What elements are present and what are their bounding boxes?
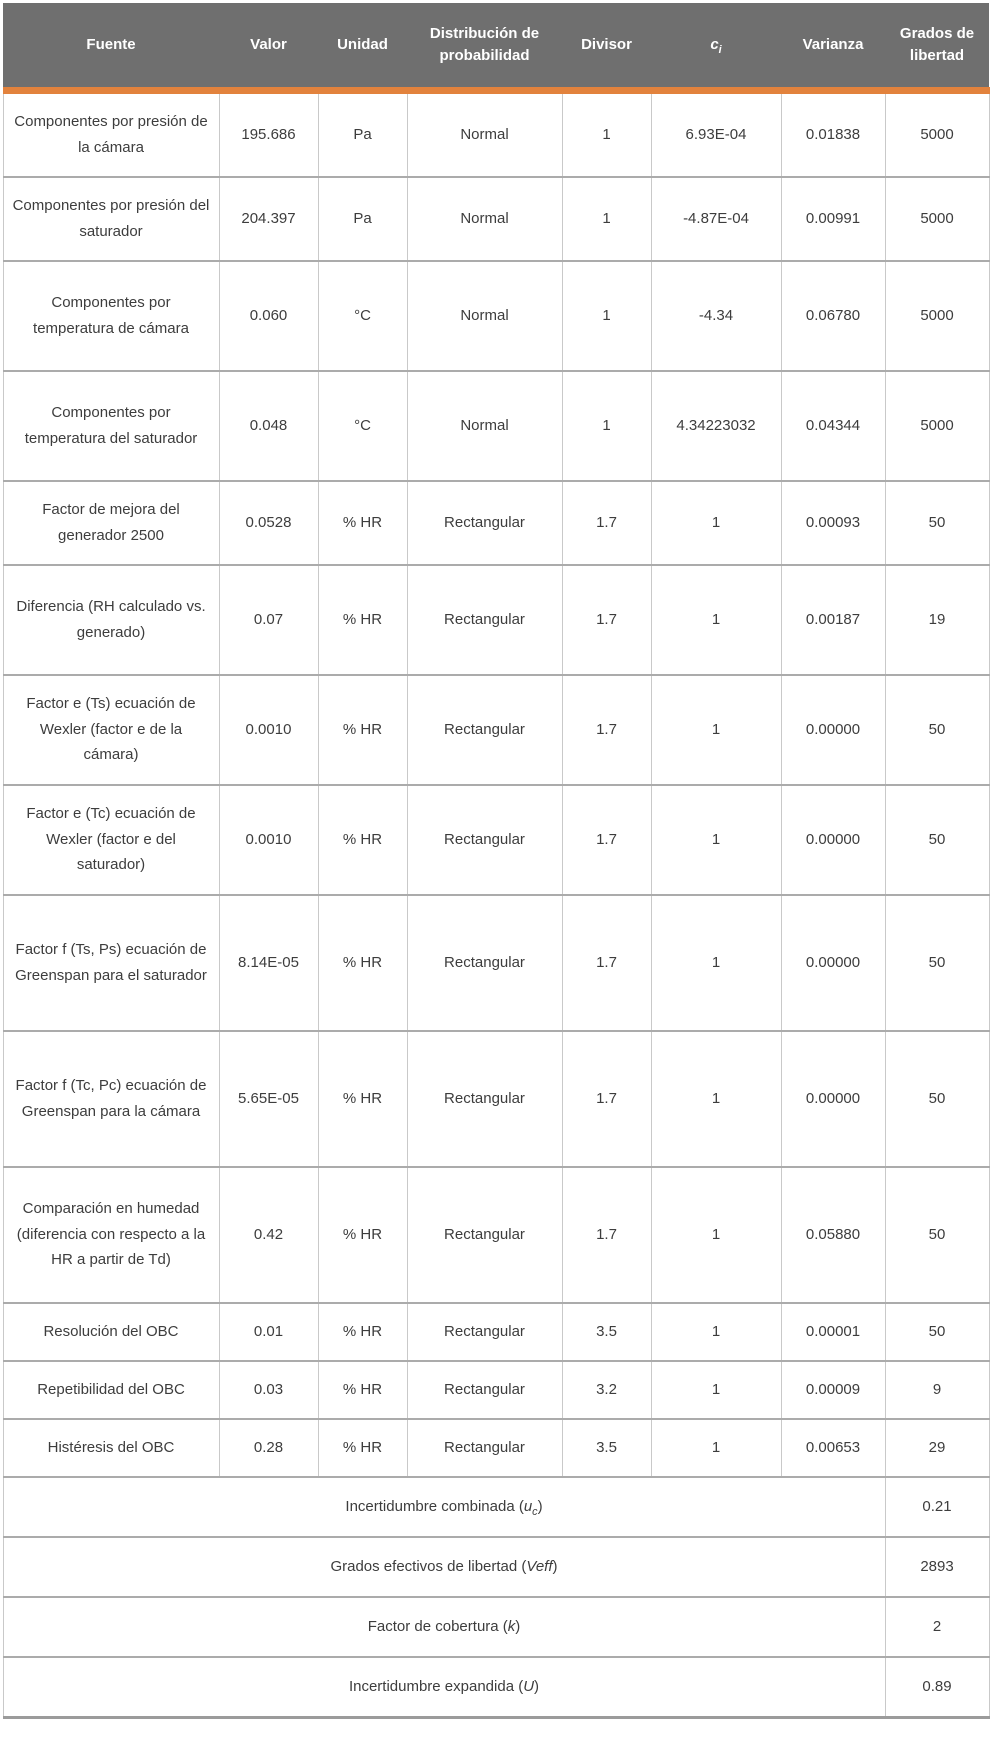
cell-distribucion: Rectangular: [407, 1167, 562, 1303]
cell-unidad: % HR: [318, 565, 407, 675]
cell-unidad: % HR: [318, 1419, 407, 1477]
cell-varianza: 0.01838: [781, 90, 885, 177]
table-row: [3, 785, 989, 895]
table-row: [3, 1031, 989, 1167]
column-header-varianza: Varianza: [781, 3, 885, 90]
cell-divisor: 1.7: [562, 895, 651, 1031]
cell-unidad: % HR: [318, 895, 407, 1031]
cell-unidad: °C: [318, 261, 407, 371]
cell-distribucion: Rectangular: [407, 481, 562, 565]
cell-valor: 5.65E-05: [219, 1031, 318, 1167]
summary-label-suffix: ): [537, 1497, 543, 1515]
summary-label-suffix: ): [515, 1617, 521, 1635]
cell-ci: 1: [651, 565, 781, 675]
cell-varianza: 0.00000: [781, 785, 885, 895]
cell-divisor: 1: [562, 371, 651, 481]
column-header-unidad: Unidad: [318, 3, 407, 90]
cell-ci: 1: [651, 785, 781, 895]
table-row: [3, 565, 989, 675]
summary-row: [3, 1597, 989, 1657]
summary-value: 0.21: [885, 1477, 989, 1537]
summary-symbol: U: [523, 1677, 535, 1695]
cell-divisor: 3.5: [562, 1419, 651, 1477]
cell-valor: 204.397: [219, 177, 318, 261]
cell-unidad: Pa: [318, 90, 407, 177]
summary-symbol: Veff: [526, 1557, 553, 1575]
cell-grados: 50: [885, 785, 989, 895]
cell-valor: 195.686: [219, 90, 318, 177]
cell-ci: 1: [651, 1419, 781, 1477]
table-row: [3, 895, 989, 1031]
cell-distribucion: Rectangular: [407, 1303, 562, 1361]
summary-symbol: $u_c$: [523, 1497, 538, 1518]
cell-ci: -4.34: [651, 261, 781, 371]
cell-distribucion: Normal: [407, 90, 562, 177]
cell-valor: 0.0528: [219, 481, 318, 565]
cell-distribucion: Rectangular: [407, 1031, 562, 1167]
column-header-valor: Valor: [219, 3, 318, 90]
cell-grados: 50: [885, 1167, 989, 1303]
cell-grados: 5000: [885, 261, 989, 371]
cell-divisor: 1: [562, 177, 651, 261]
table-row: [3, 1361, 989, 1419]
cell-varianza: 0.00009: [781, 1361, 885, 1419]
summary-label-suffix: ): [534, 1677, 540, 1695]
summary-value: 0.89: [885, 1657, 989, 1718]
cell-grados: 29: [885, 1419, 989, 1477]
summary-symbol: k: [507, 1617, 516, 1635]
cell-distribucion: Normal: [407, 261, 562, 371]
summary-label-prefix: Grados efectivos de libertad (: [330, 1557, 527, 1575]
table-header: [3, 3, 989, 90]
cell-varianza: 0.00000: [781, 895, 885, 1031]
cell-valor: 8.14E-05: [219, 895, 318, 1031]
summary-label: [3, 1537, 885, 1597]
cell-valor: 0.07: [219, 565, 318, 675]
table-row: [3, 675, 989, 785]
table-row: [3, 261, 989, 371]
cell-grados: 50: [885, 1031, 989, 1167]
table-row: [3, 1167, 989, 1303]
cell-divisor: 1: [562, 261, 651, 371]
cell-unidad: % HR: [318, 1361, 407, 1419]
table-row: [3, 1303, 989, 1361]
summary-label-prefix: Incertidumbre expandida (: [348, 1677, 524, 1695]
cell-ci: -4.87E-04: [651, 177, 781, 261]
uncertainty-budget-table: [3, 3, 990, 1719]
cell-unidad: % HR: [318, 1303, 407, 1361]
cell-varianza: 0.06780: [781, 261, 885, 371]
summary-value: 2: [885, 1597, 989, 1657]
cell-grados: 9: [885, 1361, 989, 1419]
table-summary: [3, 1477, 989, 1718]
cell-unidad: % HR: [318, 785, 407, 895]
cell-unidad: % HR: [318, 1031, 407, 1167]
cell-ci: 6.93E-04: [651, 90, 781, 177]
cell-divisor: 3.2: [562, 1361, 651, 1419]
summary-label: [3, 1657, 885, 1718]
cell-varianza: 0.00000: [781, 675, 885, 785]
summary-row: [3, 1477, 989, 1537]
cell-ci: 4.34223032: [651, 371, 781, 481]
cell-divisor: 3.5: [562, 1303, 651, 1361]
cell-fuente: Factor e (Tc) ecuación de Wexler (factor e del saturador): [3, 785, 219, 895]
cell-varianza: 0.00653: [781, 1419, 885, 1477]
cell-valor: 0.0010: [219, 785, 318, 895]
cell-grados: 5000: [885, 90, 989, 177]
cell-distribucion: Rectangular: [407, 1361, 562, 1419]
cell-unidad: % HR: [318, 1167, 407, 1303]
table-row: [3, 90, 989, 177]
summary-label-prefix: Factor de cobertura (: [367, 1617, 508, 1635]
cell-grados: 50: [885, 481, 989, 565]
cell-grados: 5000: [885, 177, 989, 261]
cell-varianza: 0.00991: [781, 177, 885, 261]
cell-divisor: 1.7: [562, 785, 651, 895]
column-header-fuente: Fuente: [3, 3, 219, 90]
table-row: [3, 177, 989, 261]
cell-divisor: 1: [562, 90, 651, 177]
cell-grados: 19: [885, 565, 989, 675]
cell-fuente: Componentes por presión de la cámara: [3, 90, 219, 177]
cell-unidad: Pa: [318, 177, 407, 261]
cell-ci: 1: [651, 1031, 781, 1167]
summary-value: 2893: [885, 1537, 989, 1597]
summary-label: [3, 1477, 885, 1537]
cell-distribucion: Rectangular: [407, 675, 562, 785]
table-body: [3, 90, 989, 1477]
cell-valor: 0.0010: [219, 675, 318, 785]
cell-distribucion: Rectangular: [407, 785, 562, 895]
cell-fuente: Histéresis del OBC: [3, 1419, 219, 1477]
cell-varianza: 0.00093: [781, 481, 885, 565]
cell-grados: 50: [885, 1303, 989, 1361]
cell-valor: 0.03: [219, 1361, 318, 1419]
cell-distribucion: Normal: [407, 371, 562, 481]
cell-fuente: Resolución del OBC: [3, 1303, 219, 1361]
table-row: [3, 371, 989, 481]
cell-valor: 0.42: [219, 1167, 318, 1303]
header-row: [3, 3, 989, 90]
cell-unidad: °C: [318, 371, 407, 481]
cell-fuente: Diferencia (RH calculado vs. generado): [3, 565, 219, 675]
cell-distribucion: Rectangular: [407, 1419, 562, 1477]
summary-label-suffix: ): [552, 1557, 558, 1575]
cell-valor: 0.01: [219, 1303, 318, 1361]
cell-ci: 1: [651, 1167, 781, 1303]
cell-grados: 50: [885, 675, 989, 785]
cell-ci: 1: [651, 1361, 781, 1419]
cell-fuente: Factor f (Tc, Pc) ecuación de Greenspan para la cámara: [3, 1031, 219, 1167]
column-header-divisor: Divisor: [562, 3, 651, 90]
cell-varianza: 0.00001: [781, 1303, 885, 1361]
cell-ci: 1: [651, 1303, 781, 1361]
cell-ci: 1: [651, 481, 781, 565]
cell-divisor: 1.7: [562, 1167, 651, 1303]
cell-distribucion: Rectangular: [407, 565, 562, 675]
cell-fuente: Repetibilidad del OBC: [3, 1361, 219, 1419]
cell-varianza: 0.05880: [781, 1167, 885, 1303]
column-header-distribucion: Distribución de probabilidad: [407, 3, 562, 90]
cell-divisor: 1.7: [562, 1031, 651, 1167]
summary-row: [3, 1537, 989, 1597]
cell-fuente: Factor e (Ts) ecuación de Wexler (factor e de la cámara): [3, 675, 219, 785]
table-row: [3, 1419, 989, 1477]
cell-ci: 1: [651, 675, 781, 785]
column-header-ci: [651, 3, 781, 90]
cell-fuente: Factor de mejora del generador 2500: [3, 481, 219, 565]
table-row: [3, 481, 989, 565]
cell-unidad: % HR: [318, 481, 407, 565]
cell-varianza: 0.00000: [781, 1031, 885, 1167]
cell-distribucion: Rectangular: [407, 895, 562, 1031]
column-header-grados: Grados de libertad: [885, 3, 989, 90]
cell-divisor: 1.7: [562, 675, 651, 785]
ci-symbol: $c_i$: [710, 35, 722, 56]
cell-valor: 0.28: [219, 1419, 318, 1477]
cell-divisor: 1.7: [562, 481, 651, 565]
cell-fuente: Componentes por temperatura de cámara: [3, 261, 219, 371]
cell-fuente: Factor f (Ts, Ps) ecuación de Greenspan para el saturador: [3, 895, 219, 1031]
cell-grados: 50: [885, 895, 989, 1031]
cell-varianza: 0.00187: [781, 565, 885, 675]
cell-valor: 0.060: [219, 261, 318, 371]
cell-fuente: Componentes por presión del saturador: [3, 177, 219, 261]
cell-varianza: 0.04344: [781, 371, 885, 481]
cell-unidad: % HR: [318, 675, 407, 785]
summary-label: [3, 1597, 885, 1657]
summary-row: [3, 1657, 989, 1718]
cell-ci: 1: [651, 895, 781, 1031]
cell-fuente: Comparación en humedad (diferencia con respecto a la HR a partir de Td): [3, 1167, 219, 1303]
summary-label-prefix: Incertidumbre combinada (: [345, 1497, 524, 1515]
cell-valor: 0.048: [219, 371, 318, 481]
cell-distribucion: Normal: [407, 177, 562, 261]
cell-grados: 5000: [885, 371, 989, 481]
cell-fuente: Componentes por temperatura del saturador: [3, 371, 219, 481]
cell-divisor: 1.7: [562, 565, 651, 675]
